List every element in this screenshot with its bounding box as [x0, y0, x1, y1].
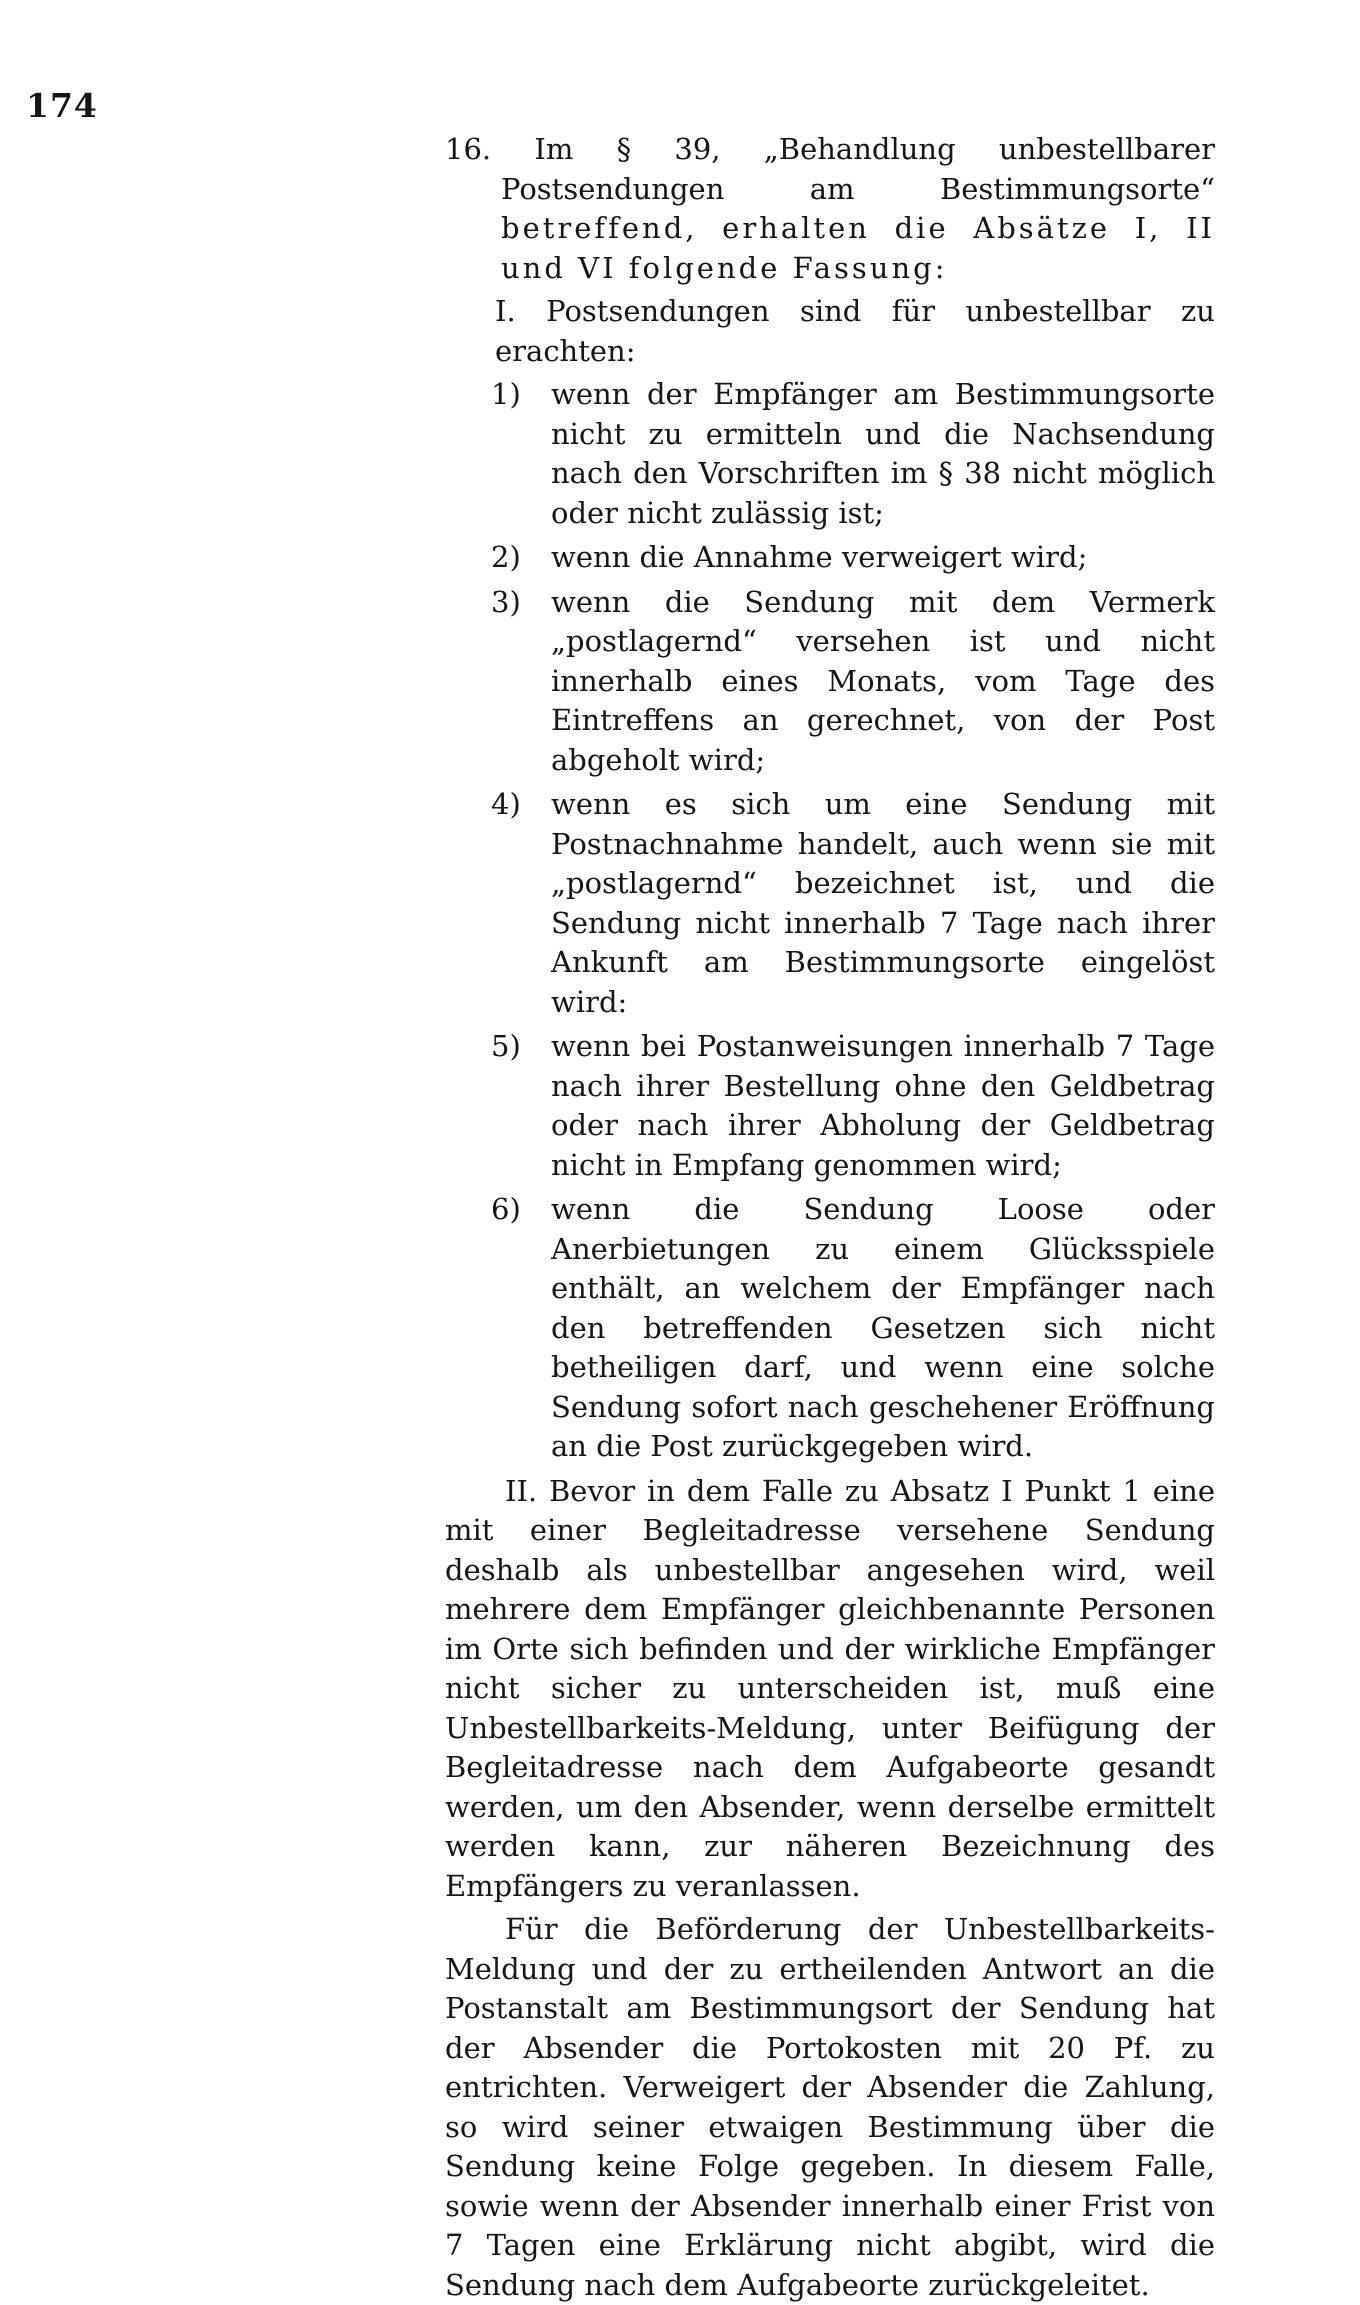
list-item-number: 4) [491, 787, 521, 821]
text-column [445, 130, 1215, 2305]
amendment-text-lead: Im § 39, „Behandlung unbestellbarer Postsendungen am Bestimmungsorte“ [501, 132, 1215, 206]
list-item-text: wenn bei Postanweisungen innerhalb 7 Tage nach ihrer Bestellung ohne den Geldbetrag oder nach ihrer Abholung der Geldbetrag nicht in Empfang genommen wird; [551, 1029, 1215, 1182]
closing-paragraph: Für die Beförderung der Unbestellbarkeits-Meldung und der zu ertheilenden Antwort an die Postanstalt am Bestimmungsort der Sendung hat der Absender die Portokosten mit 20 Pf. zu entrichten. Verweigert der Absender die Zahlung, so wird seiner etwaigen Bestimmung über die Sendung keine Folge gegeben. In diesem Falle, sowie wenn der Absender innerhalb einer Frist von 7 Tagen eine Erklärung nicht abgibt, wird die Sendung nach dem Aufgabeorte zurückgeleitet. [445, 1912, 1215, 2302]
amendment-text-spaced: betreffend, erhalten die Absätze I, II und VI folgende Fassung: [501, 211, 1215, 285]
list-item [445, 785, 1215, 1022]
list-item [445, 1190, 1215, 1467]
section-ii-paragraph: II. Bevor in dem Falle zu Absatz I Punkt 1 eine mit einer Begleitadresse versehene Sendung deshalb als unbestellbar angesehen wird, weil mehrere dem Empfänger gleichbenannte Personen im Orte sich befinden und der wirkliche Empfänger nicht sicher zu unterscheiden ist, muß eine Unbestellbarkeits-Meldung, unter Beifügung der Begleitadresse nach dem Aufgabeorte gesandt werden, um den Absender, wenn derselbe ermittelt werden kann, zur näheren Bezeichnung des Empfängers zu veranlassen. [445, 1473, 1215, 1903]
list-item-number: 5) [491, 1029, 521, 1063]
list-item-text: wenn die Annahme verweigert wird; [551, 540, 1088, 574]
list-item [445, 375, 1215, 533]
list-item-text: wenn die Sendung Loose oder Anerbietungen zu einem Glücksspiele enthält, an welchem der Empfänger nach den betreffenden Gesetzen sich nicht betheiligen darf, und wenn eine solche Sendung sofort nach geschehener Eröffnung an die Post zurückgegeben wird. [551, 1192, 1215, 1463]
list-item [445, 583, 1215, 781]
amendment-paragraph [445, 130, 1215, 288]
list-item [445, 1027, 1215, 1185]
section-i-list [445, 375, 1215, 1467]
page-number: 174 [26, 86, 98, 125]
list-item-text: wenn es sich um eine Sendung mit Postnachnahme handelt, auch wenn sie mit „postlagernd“ bezeichnet ist, und die Sendung nicht innerhalb 7 Tage nach ihrer Ankunft am Bestimmungsorte eingelöst wird: [551, 787, 1215, 1019]
list-item [445, 538, 1215, 578]
list-item-text: wenn die Sendung mit dem Vermerk „postlagernd“ versehen ist und nicht innerhalb eines Monats, vom Tage des Eintreffens an gerechnet, von der Post abgeholt wird; [551, 584, 1215, 777]
list-item-number: 1) [491, 377, 521, 411]
section-i-heading: I. Postsendungen sind für unbestellbar zu erachten: [495, 294, 1215, 368]
amendment-number: 16. [445, 132, 492, 166]
list-item-number: 3) [491, 584, 521, 619]
list-item-number: 2) [491, 540, 521, 574]
list-item-text: wenn der Empfänger am Bestimmungsorte nicht zu ermitteln und die Nachsendung nach den Vorschriften im § 38 nicht möglich oder nicht zulässig ist; [551, 377, 1215, 530]
list-item-number: 6) [491, 1192, 521, 1226]
